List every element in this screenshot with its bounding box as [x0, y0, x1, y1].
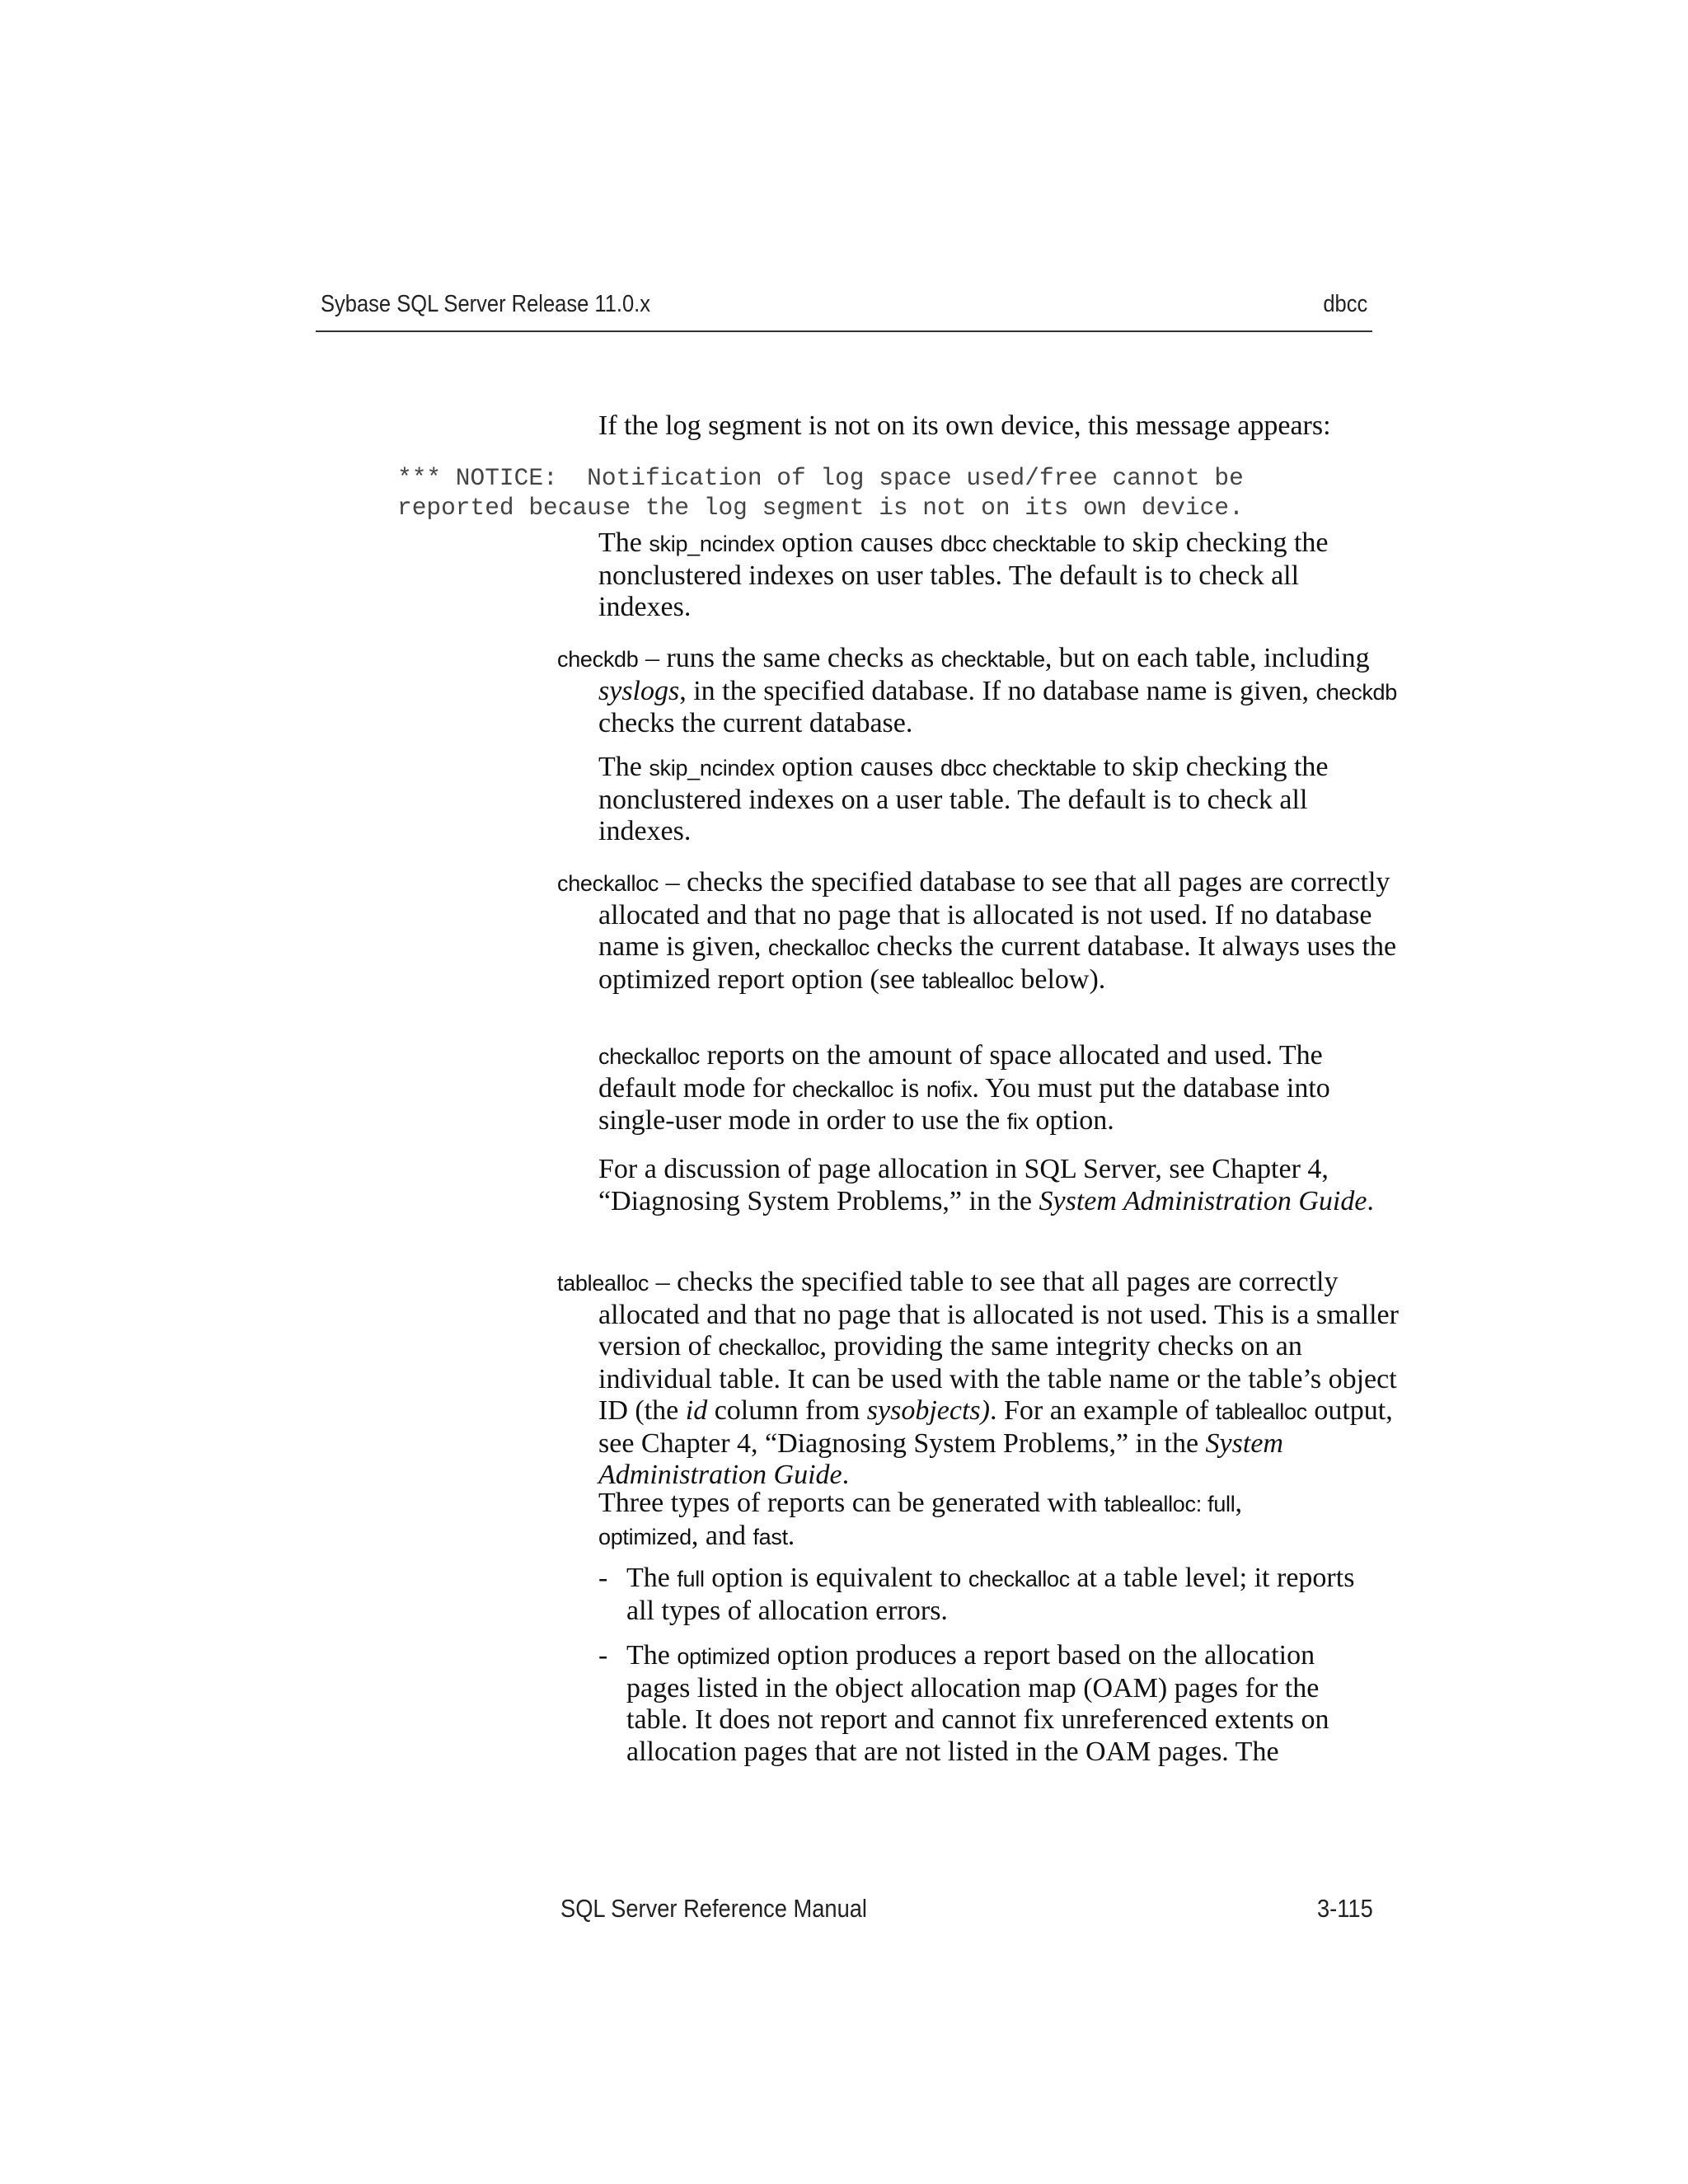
checkalloc-report-paragraph: checkalloc reports on the amount of space allocated and used. The default mode for checkalloc is nofix. You must put the database into single-user mode in order to use the fix option. [598, 1040, 1330, 1136]
bullet-optimized-option: - The optimized option produces a report based on the allocation pages listed in the object allocation map (OAM) pages for the table. It does not report and cannot fix unreferenced extents on allocation pages that are not listed in the OAM pages. The [598, 1640, 1329, 1767]
keyword: skip_ncindex [649, 756, 775, 780]
keyword: checkalloc [968, 1567, 1070, 1591]
keyword: dbcc checktable [940, 532, 1097, 556]
footer-manual-title: SQL Server Reference Manual [560, 1894, 868, 1923]
page-allocation-paragraph: For a discussion of page allocation in SQL Server, see Chapter 4, “Diagnosing System Problems,” in the System Administration Guide. [598, 1154, 1374, 1216]
tablealloc-entry: tablealloc – checks the specified table to see that all pages are correctly allocated and that no page that is allocated is not used. This is a smaller version of checkalloc, providing the same integrity checks on an individual table. It can be used with the table name or the table’s object ID (the id column from sysobjects). For an example of tablealloc output, see Chapter 4, “Diagnosing System Problems,” in the System Administration Guide. [557, 1267, 1399, 1490]
keyword: checkdb [1315, 679, 1397, 705]
italic-term: System Administration Guide [598, 1427, 1283, 1490]
keyword: fast [753, 1524, 788, 1549]
keyword: dbcc checktable [940, 756, 1097, 780]
header-title: Sybase SQL Server Release 11.0.x [321, 291, 651, 317]
keyword: optimized [598, 1524, 692, 1549]
keyword: checkalloc [792, 1076, 894, 1102]
italic-term: id [685, 1395, 708, 1426]
italic-term: System Administration Guide [1039, 1185, 1367, 1216]
keyword: checkalloc [598, 1044, 701, 1069]
skip-ncindex-paragraph-2: The skip_ncindex option causes dbcc checktable to skip checking the nonclustered indexes on a user table. The default is to check all indexes. [598, 752, 1329, 846]
code-line: reported because the log segment is not on its own device. [397, 494, 1244, 522]
bullet-dash: - [598, 1563, 608, 1593]
keyword: fix [1006, 1109, 1029, 1134]
report-types-paragraph: Three types of reports can be generated with tablealloc: full, optimized, and fast. [598, 1488, 1242, 1551]
bullet-full-option: - The full option is equivalent to checkalloc at a table level; it reports all types of allocation errors. [598, 1563, 1355, 1626]
keyword: checkalloc [767, 935, 870, 960]
italic-term: syslogs [598, 675, 680, 706]
keyword: checkalloc [718, 1335, 820, 1360]
term-checkalloc: checkalloc [557, 871, 659, 896]
bullet-dash: - [598, 1640, 608, 1671]
keyword: nofix [926, 1076, 973, 1102]
keyword: tablealloc [1215, 1399, 1307, 1424]
notice-code-block [397, 463, 1244, 523]
header-section: dbcc [1323, 291, 1367, 317]
term-checkdb: checkdb [557, 647, 639, 672]
intro-paragraph: If the log segment is not on its own device, this message appears: [598, 410, 1331, 441]
checkdb-entry: checkdb – runs the same checks as checktable, but on each table, including syslogs, in the specified database. If no database name is given, checkdb checks the current database. [557, 643, 1397, 738]
keyword: skip_ncindex [649, 532, 775, 556]
keyword: tablealloc: full [1104, 1492, 1236, 1516]
keyword: optimized [677, 1644, 771, 1669]
checkalloc-entry: checkalloc – checks the specified database to see that all pages are correctly allocated and that no page that is allocated is not used. If no database name is given, checkalloc checks the current database. It always uses the optimized report option (see tablealloc below). [557, 867, 1397, 995]
italic-term: sysobjects) [866, 1395, 990, 1426]
code-line: *** NOTICE: Notification of log space used/free cannot be [397, 464, 1244, 492]
keyword: tablealloc [921, 968, 1014, 993]
term-tablealloc: tablealloc [557, 1271, 649, 1296]
page-number: 3-115 [1317, 1894, 1373, 1923]
running-header [316, 289, 1372, 332]
keyword: full [677, 1567, 705, 1591]
skip-ncindex-paragraph-1: The skip_ncindex option causes dbcc checktable to skip checking the nonclustered indexes on user tables. The default is to check all indexes. [598, 527, 1329, 622]
keyword: checktable [940, 647, 1045, 672]
